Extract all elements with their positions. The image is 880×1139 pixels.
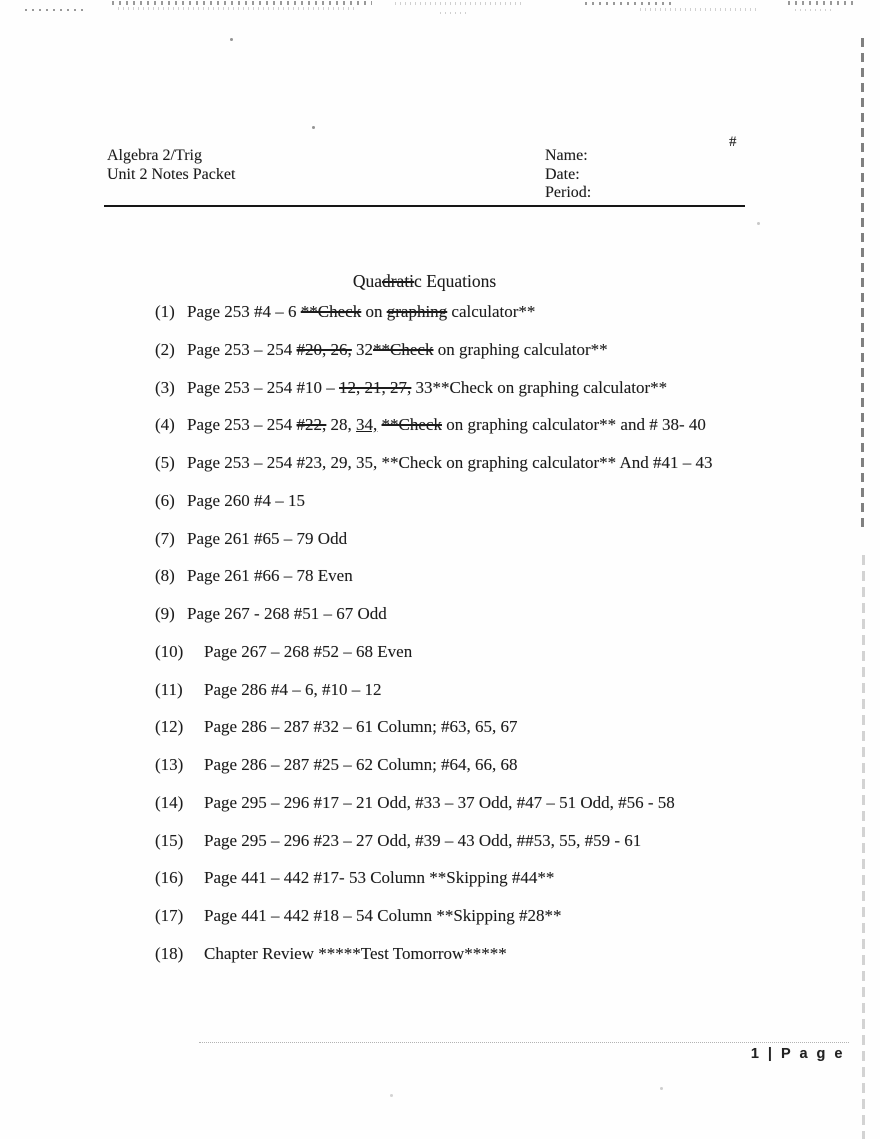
scan-speck <box>312 126 315 129</box>
scan-speck <box>757 222 760 225</box>
item-text <box>204 793 675 812</box>
assignment-item <box>155 680 745 718</box>
item-number: (6) <box>155 490 175 510</box>
scan-noise-dash <box>795 9 835 11</box>
item-number: (16) <box>155 868 184 888</box>
item-number: (12) <box>155 717 184 737</box>
item-text <box>187 491 305 510</box>
assignment-item <box>155 944 745 982</box>
text-segment: Page 260 #4 – 15 <box>187 490 306 510</box>
item-number: (8) <box>155 566 175 586</box>
text-segment: **Check <box>381 415 442 435</box>
text-segment: Page 253 – 254 #23, 29, 35, **Check on graphing calculator** And #41 – 43 <box>187 453 713 472</box>
worksheet-title <box>104 271 745 292</box>
text-segment: Qua <box>352 271 382 291</box>
scan-speck <box>660 1087 663 1090</box>
assignment-item <box>155 340 745 378</box>
assignment-item <box>155 378 745 416</box>
item-text <box>204 642 412 661</box>
course-title: Algebra 2/Trig <box>107 147 202 164</box>
packet-subtitle: Unit 2 Notes Packet <box>107 165 236 183</box>
text-segment: Page 441 – 442 #18 – 54 Column **Skipping #28** <box>204 906 562 925</box>
text-segment: Page 267 - 268 #51 – 67 Odd <box>187 604 387 623</box>
item-number: (2) <box>155 339 175 359</box>
text-segment: graphing <box>386 302 448 321</box>
text-segment: Page 267 – 268 #52 – 68 Even <box>204 641 413 661</box>
assignment-item <box>155 868 745 906</box>
text-segment: #22, <box>296 415 327 435</box>
item-text <box>204 755 518 774</box>
item-number: (14) <box>155 792 184 812</box>
text-segment: Page 295 – 296 #23 – 27 Odd, #39 – 43 Odd, ##53, 55, #59 - 61 <box>204 830 642 850</box>
assignment-item <box>155 415 745 453</box>
text-segment: 12, 21, 27, <box>339 377 412 397</box>
item-number: (15) <box>155 830 184 850</box>
text-segment: #20, 26, <box>296 339 352 359</box>
text-segment: Page 253 – 254 #10 – <box>187 377 340 397</box>
text-segment: Page 253 – 254 <box>187 339 297 359</box>
item-text <box>187 415 706 434</box>
assignment-item <box>155 604 745 642</box>
text-segment: 34, <box>356 415 378 435</box>
scan-noise-top <box>0 0 880 16</box>
text-segment: 33**Check on graphing calculator** <box>411 377 668 397</box>
text-segment: Page 261 #66 – 78 Even <box>187 566 353 586</box>
item-text <box>187 340 608 359</box>
header-left <box>107 147 235 184</box>
item-text <box>204 906 561 925</box>
text-segment: Page 261 #65 – 79 Odd <box>187 528 348 548</box>
scan-noise-dash <box>25 9 85 11</box>
date-label: Date: <box>545 165 580 183</box>
scan-speck <box>390 1094 393 1097</box>
page-number-footer: 1 | P a g e <box>750 1046 845 1062</box>
assignment-item <box>155 793 745 831</box>
item-number: (5) <box>155 453 175 472</box>
text-segment: calculator** <box>447 302 536 321</box>
item-number: (11) <box>155 679 183 699</box>
item-text <box>204 868 554 887</box>
item-number: (18) <box>155 943 184 963</box>
assignment-item <box>155 831 745 869</box>
scan-noise-dash <box>585 2 675 5</box>
text-segment: **Check <box>300 302 362 321</box>
scan-noise-dash <box>118 7 358 10</box>
assignment-item <box>155 906 745 944</box>
item-number: (4) <box>155 415 175 435</box>
scan-noise-dash <box>788 1 858 5</box>
item-text <box>187 529 347 548</box>
period-label: Period: <box>545 184 592 201</box>
scan-noise-dash <box>640 8 760 11</box>
scan-artifact-right <box>862 555 865 1139</box>
text-segment: on graphing calculator** <box>433 339 608 359</box>
text-segment: Page 286 – 287 #32 – 61 Column; #63, 65, 67 <box>204 717 518 737</box>
text-segment: c Equations <box>414 271 497 291</box>
text-segment: Page 253 – 254 <box>187 415 297 435</box>
text-segment: Page 286 – 287 #25 – 62 Column; #64, 66, 68 <box>204 755 518 774</box>
item-text <box>204 680 382 699</box>
scan-noise-dash <box>112 1 372 5</box>
footer-dotted-rule <box>199 1042 849 1043</box>
text-segment: Page 295 – 296 #17 – 21 Odd, #33 – 37 Odd, #47 – 51 Odd, #56 - 58 <box>204 792 675 812</box>
header-right <box>545 147 591 203</box>
text-segment: Page 286 #4 – 6, #10 – 12 <box>204 679 382 699</box>
item-text <box>187 302 535 321</box>
scan-artifact-right <box>861 38 864 528</box>
item-text <box>204 831 641 850</box>
text-segment: Page 253 #4 – 6 <box>187 302 301 321</box>
item-number: (17) <box>155 906 184 925</box>
assignment-item <box>155 642 745 680</box>
assignment-item <box>155 529 745 567</box>
assignment-item <box>155 302 745 340</box>
item-text <box>187 604 387 623</box>
assignment-item <box>155 453 745 491</box>
text-segment: Page 441 – 442 #17- 53 Column **Skipping #44** <box>204 868 555 888</box>
text-segment: **Check <box>373 339 434 359</box>
text-segment: Chapter Review *****Test Tomorrow***** <box>204 943 507 963</box>
item-number: (9) <box>155 604 175 623</box>
item-number: (7) <box>155 528 175 548</box>
item-number: (10) <box>155 641 184 661</box>
scan-noise-dash <box>440 12 470 14</box>
item-text <box>204 717 518 736</box>
item-text <box>187 378 667 397</box>
text-segment: 28, <box>326 415 357 435</box>
text-segment: on graphing calculator** and # 38- 40 <box>441 415 706 435</box>
text-segment: on <box>361 302 387 321</box>
assignment-item <box>155 491 745 529</box>
scan-speck <box>230 38 233 41</box>
name-label: Name: <box>545 147 588 164</box>
item-text <box>187 453 713 472</box>
assignment-item <box>155 566 745 604</box>
item-number: (1) <box>155 302 175 321</box>
item-text <box>204 944 507 963</box>
scan-noise-dash <box>395 2 525 5</box>
item-number: (3) <box>155 377 175 397</box>
item-number: (13) <box>155 755 184 774</box>
assignment-item <box>155 755 745 793</box>
corner-hash-mark: # <box>729 134 737 150</box>
item-text <box>187 566 353 585</box>
text-segment: 32 <box>351 339 374 359</box>
header-divider-rule <box>104 205 745 207</box>
assignment-item <box>155 717 745 755</box>
text-segment: drati <box>381 271 415 291</box>
assignment-list <box>155 302 745 982</box>
